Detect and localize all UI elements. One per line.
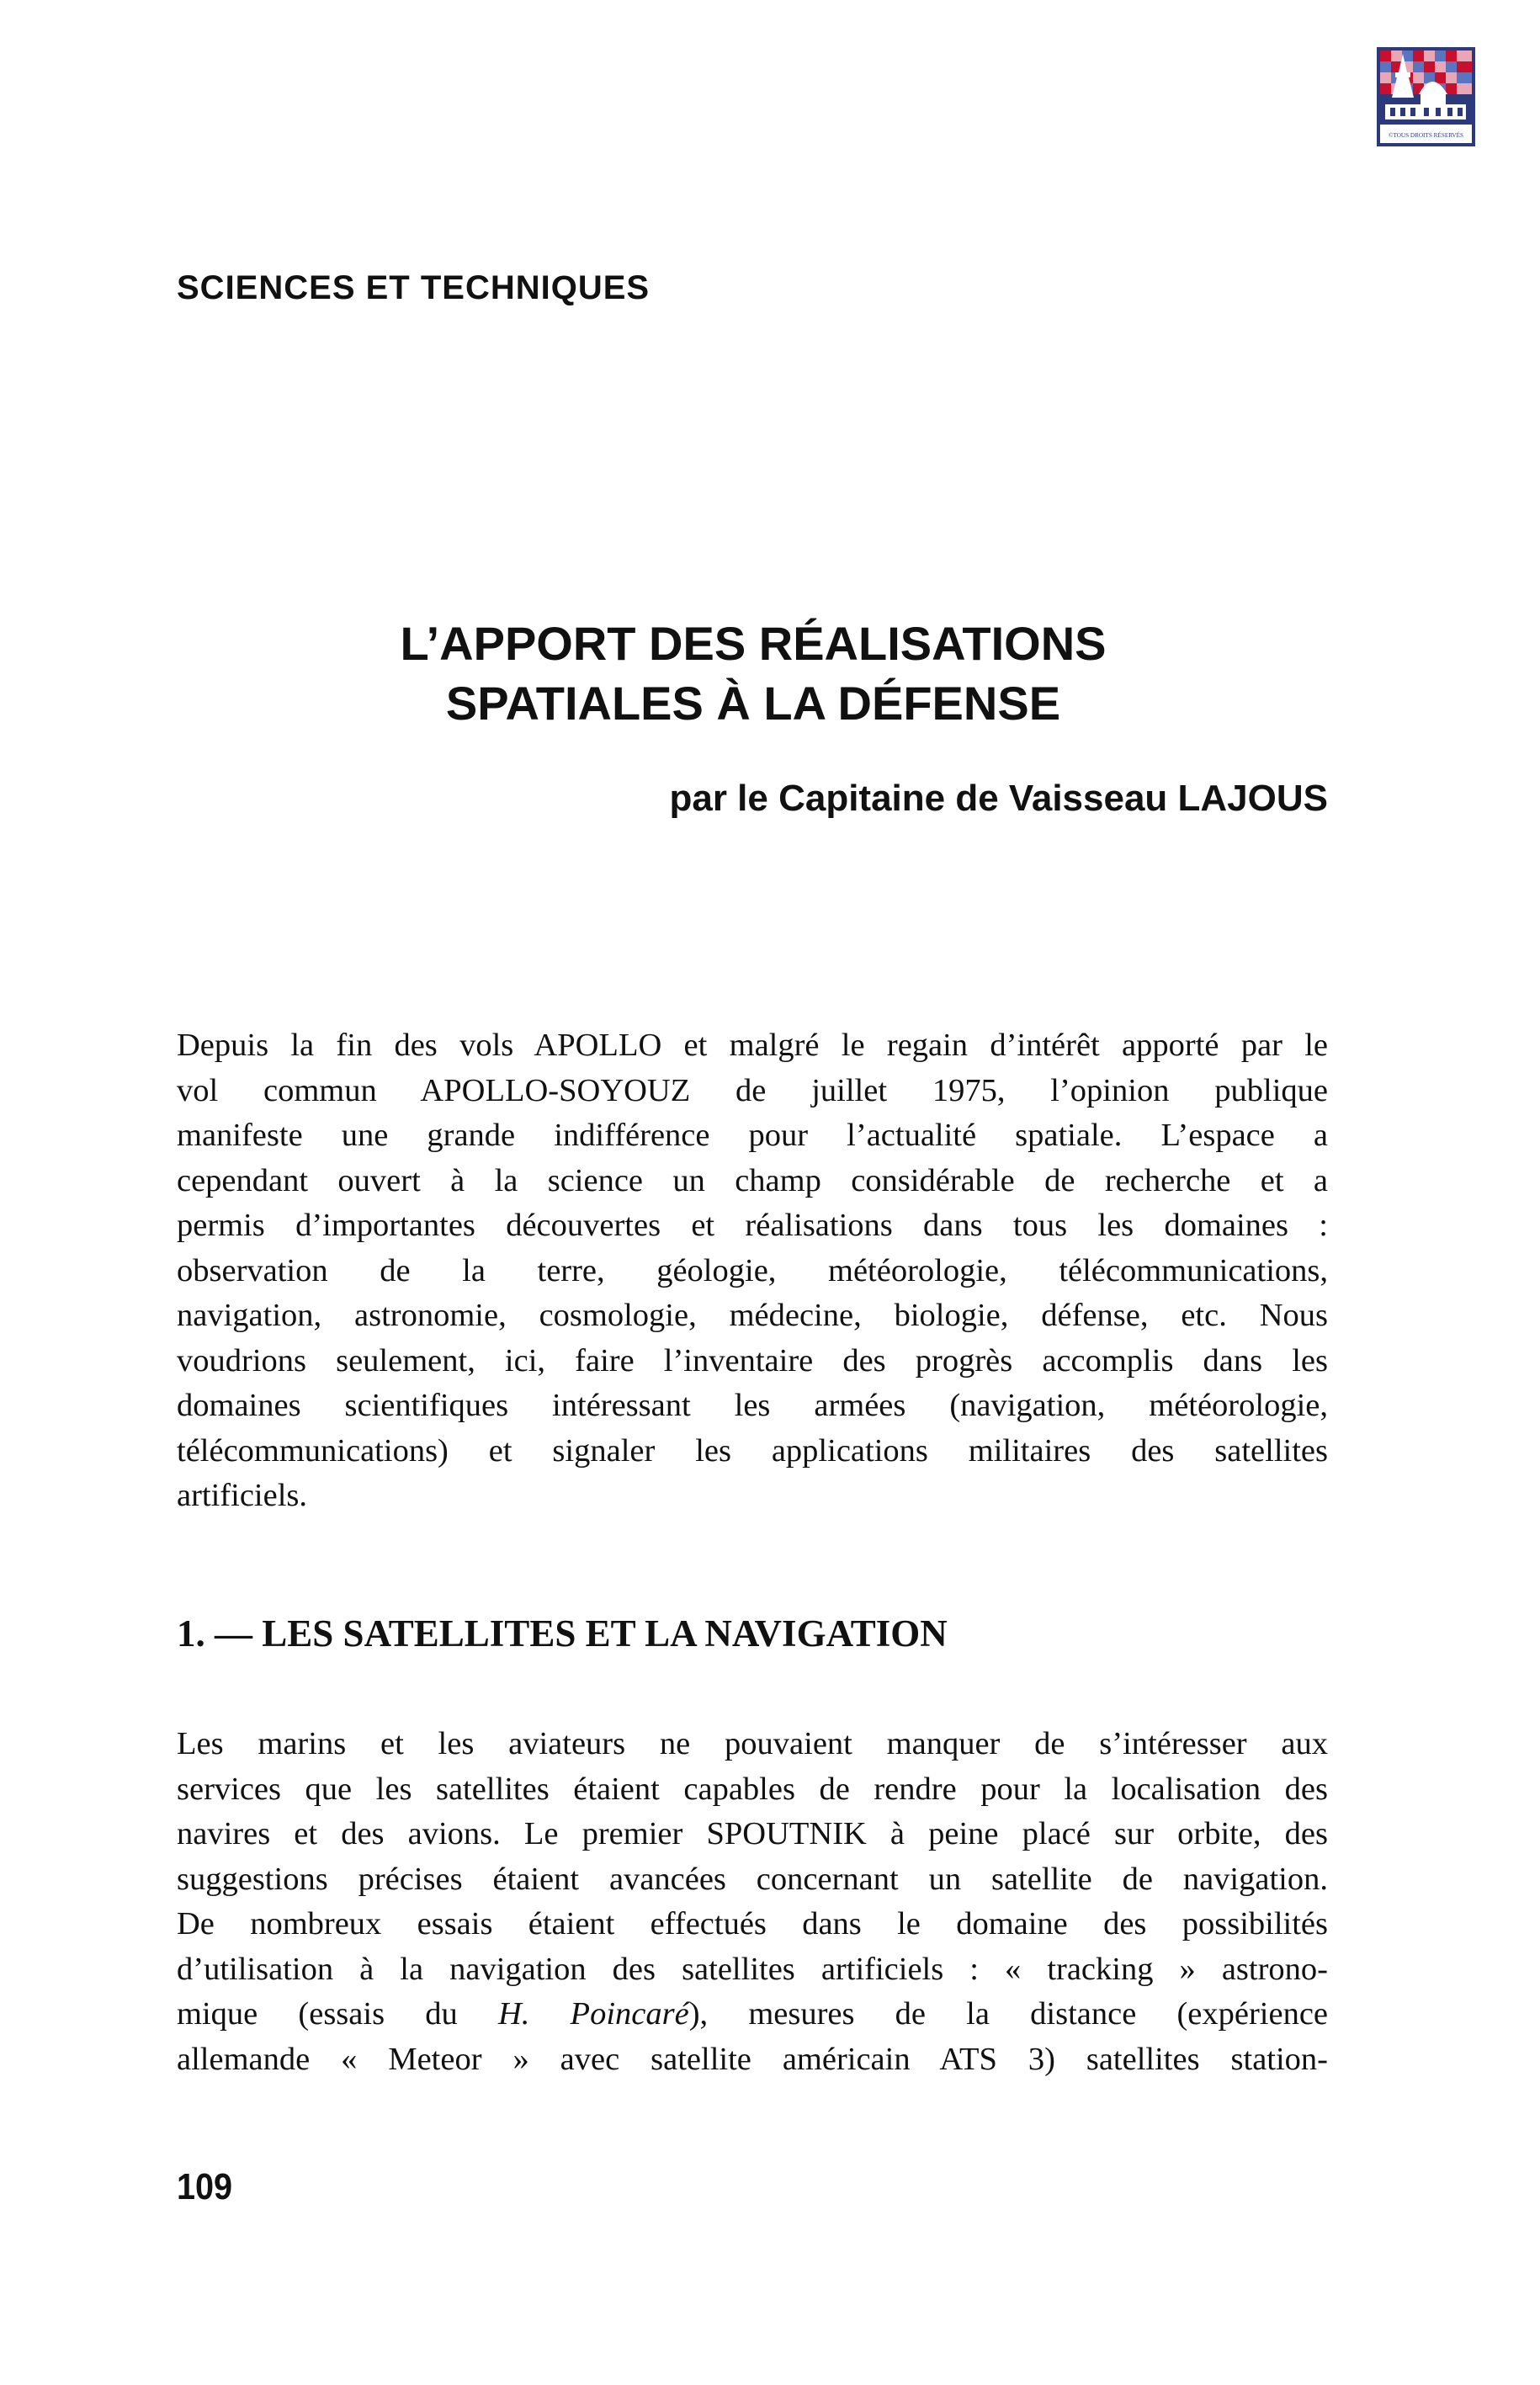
page-number: 109	[177, 2166, 233, 2207]
text-line: De nombreux essais étaient effectués dans le domaine des possibilités	[177, 1906, 1328, 1941]
article-title-line-2: SPATIALES À LA DÉFENSE	[445, 677, 1061, 730]
text-segment: ), mesures de la distance (expérience	[688, 1996, 1329, 2032]
text-segment: mique (essais du	[177, 1996, 498, 2032]
logo-caption: ©TOUS DROITS RÉSERVÉS	[1388, 132, 1464, 139]
text-line: domaines scientifiques intéressant les armées (navigation, météorologie,	[177, 1388, 1328, 1423]
text-line: allemande « Meteor » avec satellite américain ATS 3) satellites station-	[177, 2041, 1328, 2077]
text-line	[177, 1992, 1328, 2037]
text-line: vol commun APOLLO-SOYOUZ de juillet 1975, l’opinion publique	[177, 1072, 1328, 1108]
text-line: Depuis la fin des vols APOLLO et malgré le regain d’intérêt apporté par le	[177, 1028, 1328, 1063]
text-line: navigation, astronomie, cosmologie, médecine, biologie, défense, etc. Nous	[177, 1298, 1328, 1333]
section-paragraph	[177, 1722, 1328, 2082]
text-line: artificiels.	[177, 1478, 307, 1513]
text-line: observation de la terre, géologie, météorologie, télécommunications,	[177, 1252, 1328, 1288]
article-title-line-1: L’APPORT DES RÉALISATIONS	[400, 617, 1107, 670]
publisher-logo-icon	[1377, 47, 1475, 146]
intro-paragraph	[177, 1023, 1328, 1519]
text-line: permis d’importantes découvertes et réalisations dans tous les domaines :	[177, 1208, 1328, 1243]
text-line: télécommunications) et signaler les applications militaires des satellites	[177, 1432, 1328, 1469]
article-byline: par le Capitaine de Vaisseau LAJOUS	[669, 778, 1328, 819]
ship-name-italic: H. Poincaré	[497, 1996, 689, 2032]
text-line: services que les satellites étaient capables de rendre pour la localisation des	[177, 1771, 1328, 1807]
text-line: Les marins et les aviateurs ne pouvaient manquer de s’intéresser aux	[177, 1726, 1328, 1761]
text-line: cependant ouvert à la science un champ considérable de recherche et a	[177, 1162, 1328, 1198]
text-line: suggestions précises étaient avancées concernant un satellite de navigation.	[177, 1861, 1328, 1897]
text-line: voudrions seulement, ici, faire l’inventaire des progrès accomplis dans les	[177, 1342, 1328, 1378]
text-line: d’utilisation à la navigation des satellites artificiels : « tracking » astrono-	[177, 1951, 1328, 1987]
text-line: manifeste une grande indifférence pour l’actualité spatiale. L’espace a	[177, 1118, 1328, 1153]
section-heading: 1. — LES SATELLITES ET LA NAVIGATION	[177, 1612, 948, 1655]
text-line: navires et des avions. Le premier SPOUTNIK à peine placé sur orbite, des	[177, 1816, 1328, 1851]
section-label: SCIENCES ET TECHNIQUES	[177, 269, 651, 306]
